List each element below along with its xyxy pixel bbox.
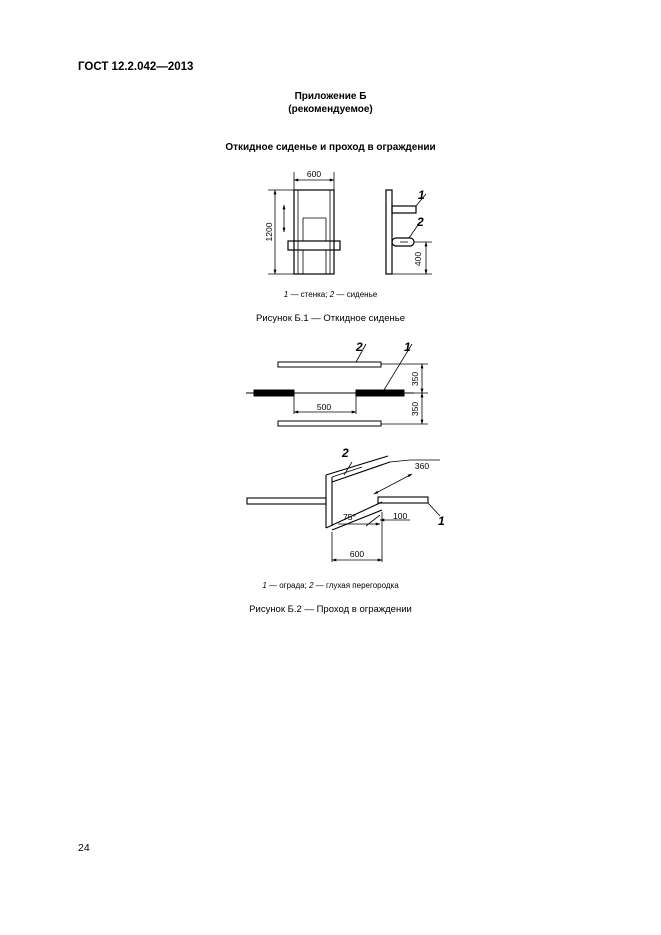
plan-label-1: 1 bbox=[404, 340, 411, 354]
dim-1200: 1200 bbox=[264, 222, 274, 242]
dim-600-detail: 600 bbox=[349, 549, 365, 559]
dim-100: 100 bbox=[393, 511, 408, 521]
dim-350-lower: 350 bbox=[410, 401, 420, 417]
seat-front-view bbox=[284, 190, 340, 274]
document-header: ГОСТ 12.2.042—2013 bbox=[78, 61, 194, 73]
seat-side-view bbox=[386, 190, 416, 274]
dim-500: 500 bbox=[316, 402, 332, 412]
figure2-legend: 1 — ограда; 2 — глухая перегородка bbox=[262, 581, 399, 590]
dim-350-upper: 350 bbox=[410, 371, 420, 387]
angle-75: 75° bbox=[343, 512, 356, 522]
label-2-seat: 2 bbox=[417, 215, 424, 229]
passage-plan-view bbox=[246, 344, 428, 426]
figure1-caption: Рисунок Б.1 — Откидное сиденье bbox=[256, 313, 405, 324]
appendix-title: Приложение Б bbox=[294, 91, 367, 102]
dim-600: 600 bbox=[306, 169, 322, 179]
figure2-caption: Рисунок Б.2 — Проход в ограждении bbox=[249, 604, 412, 615]
page-number: 24 bbox=[78, 842, 90, 854]
detail-label-2: 2 bbox=[342, 446, 349, 460]
passage-detail-view bbox=[247, 456, 440, 562]
detail-label-1: 1 bbox=[438, 514, 445, 528]
plan-label-2: 2 bbox=[356, 340, 363, 354]
dim-360: 360 bbox=[414, 461, 430, 471]
label-1-wall: 1 bbox=[418, 188, 425, 202]
section-title: Откидное сиденье и проход в ограждении bbox=[225, 142, 436, 153]
dim-400: 400 bbox=[413, 251, 423, 267]
appendix-status: (рекомендуемое) bbox=[288, 104, 373, 115]
figure1-legend: 1 — стенка; 2 — сиденье bbox=[283, 290, 378, 299]
